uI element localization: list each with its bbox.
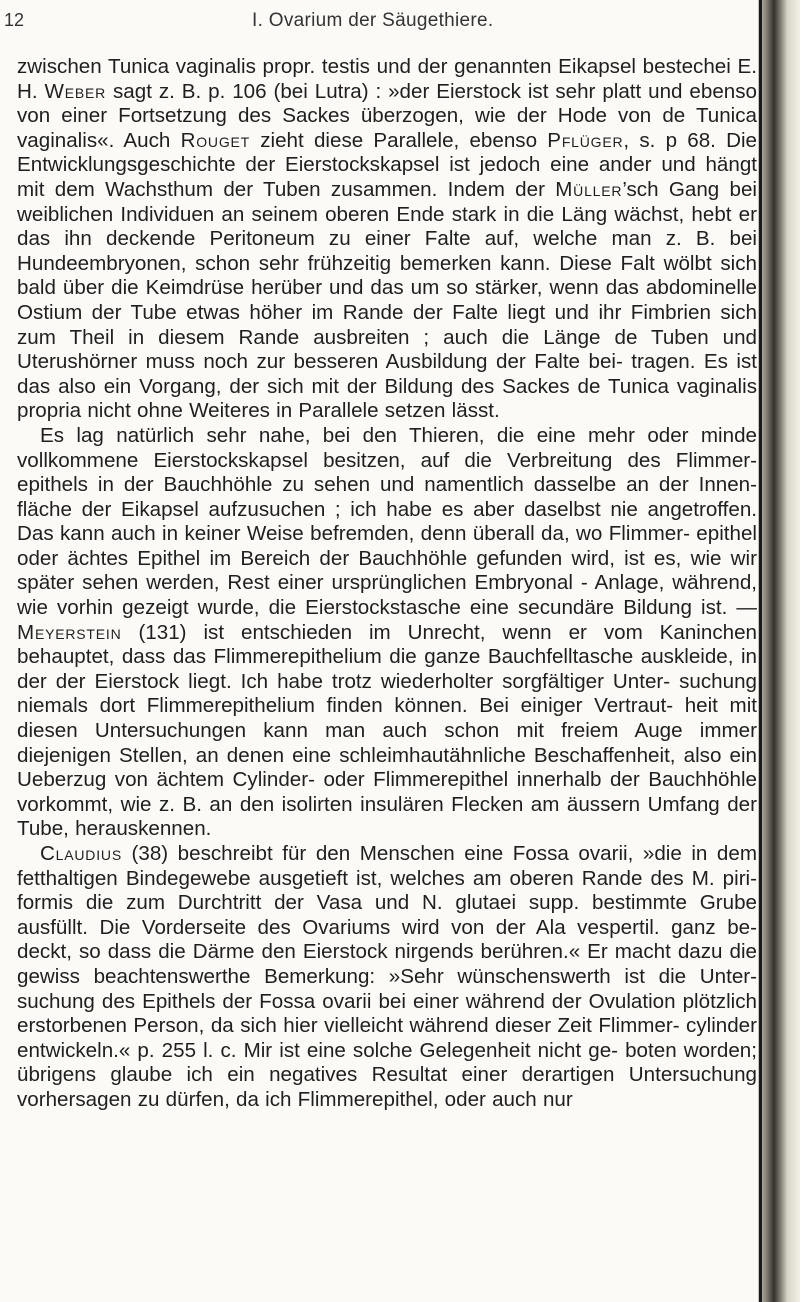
paragraph-3 [17, 842, 757, 1113]
running-header [4, 6, 744, 36]
paragraph-1-text-f: ’sch Gang bei weiblichen Individuen an seinem oberen Ende stark in die Läng wächst, hebt er das ihn deckende Peritoneum zu einer Falte auf, welche man z. B. bei Hundeembryonen, schon sehr frühzeitig bemerken kann. Diese Falt wölbt sich bald über die Keimdrüse herüber und das um so stärker, wenn das abdominelle Ostium der Tube etwas höher im Rande der Falte liegt und ihr Fimbrien sich zum Theil in diesem Rande ausbreiten ; auch die Länge de Tuben und Uterushörner muss noch zur besseren Ausbildung der Falte bei- tragen. Es ist das also ein Vorgang, der sich mit der Bildung des Sackes de Tunica vaginalis propria nicht ohne Weiteres in Parallele setzen lässt. [17, 177, 757, 423]
author-weber: Weber [44, 79, 107, 103]
paragraph-1-text: zwischen Tunica vaginalis propr. testis und der genannten Eikapsel bestechei [17, 55, 731, 78]
author-mueller: Müller [555, 177, 623, 201]
page-number: 12 [4, 10, 25, 30]
book-binding-edge [758, 0, 800, 1302]
paragraph-2-text-b: (131) ist entschieden im Unrecht, wenn er vom Kaninchen behauptet, dass das Flimmerepithelium die ganze Bauchfelltasche auskleide, in der der Eierstock liegt. Ich habe trotz wiederholter sorgfältiger Unter- suchung niemals dort Flimmerepithelium finden können. Bei einiger Vertraut- heit mit diesen Untersuchungen kann man auch schon mit freiem Auge immer diejenigen Stellen, an denen eine schleimhautähnliche Beschaffenheit, also ein Ueberzug von ächtem Cylinder- oder Flimmerepithel innerhalb der Bauchhöhle vorkommt, wie z. B. an den isolirten insulären Flecken am äussern Umfang der Tube, herauskennen. [17, 620, 757, 841]
paragraph-1-text-e: , s. p 68. Die Entwicklungsgeschichte der Eierstockskapsel ist jedoch eine ander und hängt mit dem Wachsthum der Tuben zusammen. Indem der [17, 128, 758, 201]
author-rouget: Rouget [180, 128, 251, 152]
author-pflueger: Pflüger [547, 128, 624, 152]
binding-shadow-line [759, 0, 762, 1302]
paragraph-2-text-a: Es lag natürlich sehr nahe, bei den Thieren, die eine mehr oder minde vollkommene Eierstockskapsel besitzen, auf die Verbreitung des Flimmer- epithels in der Bauchhöhle zu sehen und namentlich dasselbe an der Innen- fläche der Eikapsel aufzusuchen ; ich habe es aber daselbst nie angetroffen. Das kann auch in keiner Weise befremden, denn überall da, wo Flimmer- epithel oder ächtes Epithel im Bereich der Bauchhöhle gefunden wird, ist es, wie wir später sehen werden, Rest einer ursprünglichen Embryonal - Anlage, während, wie vorhin gezeigt wurde, die Eierstockstasche eine secundäre Bildung ist. — [17, 423, 757, 620]
author-meyerstein: Meyerstein [17, 620, 122, 644]
author-claudius: Claudius [40, 842, 122, 865]
paragraph-2 [17, 424, 757, 842]
paragraph-1-text-d: zieht diese Parallele, ebenso [250, 128, 548, 152]
body-text [17, 55, 757, 1113]
paragraph-1-text-c: sagt z. B. p. 106 (bei Lutra) : »der Eierstock ist sehr platt und ebenso von einer Fortsetzung des Sackes überzogen, wie der Hode von de Tunica vaginalis«. Auch [17, 79, 757, 152]
paragraph-1 [17, 55, 757, 424]
paragraph-1-text-b: E. H. [17, 55, 757, 103]
paragraph-3-text: (38) beschreibt für den Menschen eine Fossa ovarii, »die in dem fetthaltigen Bindegewebe ausgetieft ist, welches am oberen Rande des M. piri- formis die zum Durchtritt der Vasa und N. glutaei supp. bestimmte Grube ausfüllt. Die Vorderseite des Ovariums wird von der Ala vespertil. ganz be- deckt, so dass die Därme den Eierstock nirgends berühren.« Er macht dazu die gewiss beachtenswerthe Bemerkung: »Sehr wünschenswerth ist die Unter- suchung des Epithels der Fossa ovarii bei einer während der Ovulation plötzlich erstorbenen Person, da sich hier vielleicht während dieser Zeit Flimmer- cylinder entwickeln.« p. 255 l. c. Mir ist eine solche Gelegenheit nicht ge- boten worden; übrigens glaube ich ein negatives Resultat einer derartigen Untersuchung vorhersagen zu dürfen, da ich Flimmerepithel, oder auch nur [17, 842, 757, 1111]
running-title: I. Ovarium der Säugethiere. [252, 10, 494, 31]
